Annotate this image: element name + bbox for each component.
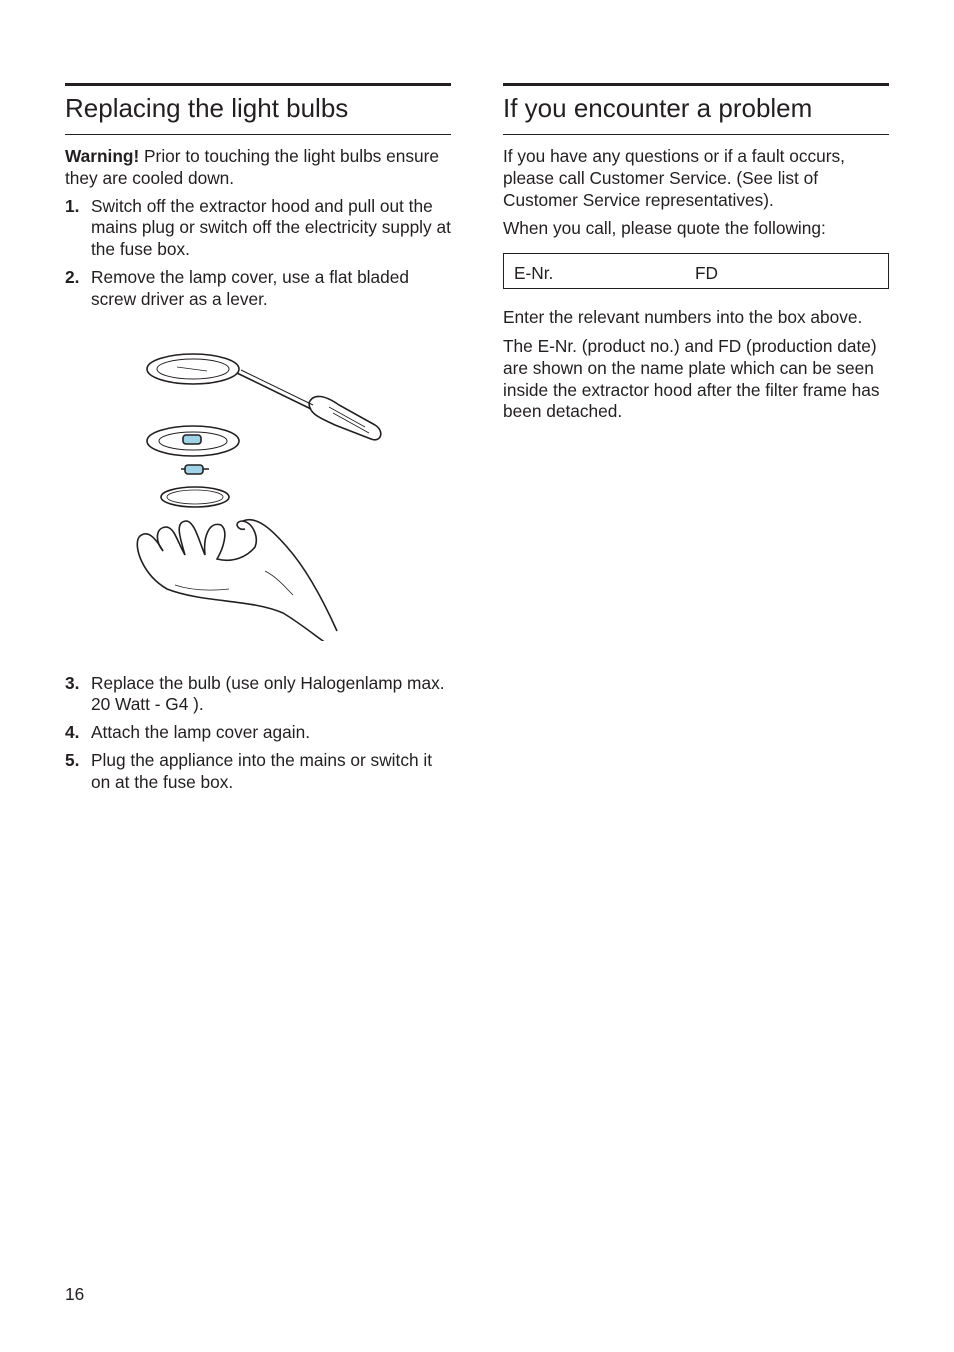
step-text: Remove the lamp cover, use a flat bladed screw driver as a lever. [91, 266, 409, 309]
screwdriver-shaft [237, 373, 311, 409]
right-column [503, 83, 889, 423]
screwdriver-handle [309, 396, 381, 439]
step-text: Replace the bulb (use only Halogenlamp max. 20 Watt - G4 ). [91, 672, 445, 715]
step-text: Switch off the extractor hood and pull out the mains plug or switch off the electricity supply at the fuse box. [91, 195, 451, 260]
intro-paragraph: If you have any questions or if a fault occurs, please call Customer Service. (See list of Customer Service representatives). [503, 146, 845, 210]
hand-palm-edge [137, 537, 329, 641]
step-item [65, 267, 451, 311]
hand-fingers [157, 521, 256, 560]
name-plate-paragraph: The E-Nr. (product no.) and FD (production date) are shown on the name plate which can be seen inside the extractor hood after the filter frame has been detached. [503, 335, 880, 422]
step-number: 5. [65, 749, 80, 770]
loose-bulb [185, 465, 203, 474]
section-title-problem: If you encounter a problem [503, 86, 889, 135]
enter-numbers-paragraph: Enter the relevant numbers into the box above. [503, 307, 863, 328]
bulb-in-holder [183, 435, 201, 444]
fd-label: FD [695, 263, 719, 284]
warning-paragraph [65, 146, 451, 190]
step-text: Plug the appliance into the mains or switch it on at the fuse box. [91, 749, 433, 792]
step-number: 3. [65, 672, 80, 693]
enr-label: E-Nr. [514, 263, 554, 284]
warning-text: Prior to touching the light bulbs ensure they are cooled down. [65, 146, 439, 188]
page-number: 16 [65, 1284, 85, 1304]
enr-fd-box [503, 253, 889, 289]
lamp-replacement-illustration [65, 327, 451, 667]
step-item [65, 722, 451, 744]
steps-list-a [65, 196, 451, 311]
left-column [65, 83, 451, 794]
section-title-light-bulbs: Replacing the light bulbs [65, 86, 451, 135]
call-instruction: When you call, please quote the following: [503, 218, 826, 239]
step-text: Attach the lamp cover again. [91, 722, 311, 743]
hand-thumb [243, 519, 337, 630]
step-item [65, 196, 451, 261]
step-item [65, 750, 451, 794]
step-number: 2. [65, 266, 80, 287]
step-item [65, 673, 451, 717]
lamp-illustration-svg [133, 351, 393, 641]
steps-list-b [65, 673, 451, 794]
warning-label: Warning! [65, 146, 140, 166]
step-number: 1. [65, 195, 80, 216]
step-number: 4. [65, 722, 80, 743]
